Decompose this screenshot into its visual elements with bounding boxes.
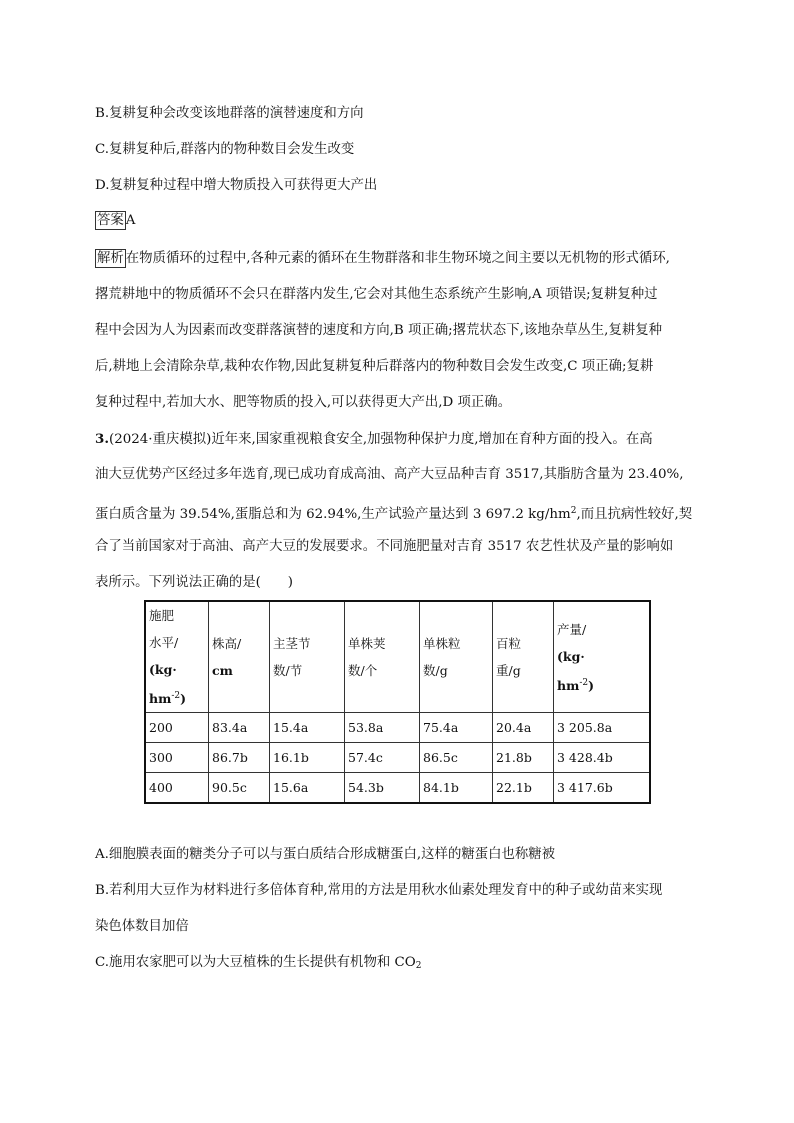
analysis-line-1	[95, 249, 670, 269]
table-cell: 3 205.8a	[554, 713, 651, 743]
table-cell: 75.4a	[420, 713, 493, 743]
option-a-bottom: A.细胞膜表面的糖类分子可以与蛋白质结合形成糖蛋白,这样的糖蛋白也称糖被	[95, 847, 556, 862]
header-seeds-per-plant: 单株粒 数/g	[420, 601, 493, 713]
option-c-bottom	[95, 953, 421, 976]
table-cell: 90.5c	[209, 773, 270, 804]
table-cell: 53.8a	[345, 713, 420, 743]
header-fertilizer-level: 施肥 水平/ (kg· $hm^{-2}$)	[145, 601, 209, 713]
option-d: D.复耕复种过程中增大物质投入可获得更大产出	[95, 178, 378, 193]
header-yield: 产量/ (kg· $hm^{-2}$)	[554, 601, 651, 713]
fertilizer-table	[144, 600, 651, 804]
table-cell: 22.1b	[493, 773, 554, 804]
table-cell: 3 428.4b	[554, 743, 651, 773]
table-cell: 15.6a	[270, 773, 345, 804]
question3-line-5: 表所示。下列说法正确的是( )	[95, 575, 293, 590]
option-b-bottom-line-1: B.若利用大豆作为材料进行多倍体育种,常用的方法是用秋水仙素处理发育中的种子或幼苗来实现	[95, 883, 663, 898]
table-cell: 15.4a	[270, 713, 345, 743]
table-header-row	[145, 601, 650, 713]
question3-line-4: 合了当前国家对于高油、高产大豆的发展要求。不同施肥量对吉育 3517 农艺性状及产量的影响如	[95, 539, 674, 554]
option-b: B.复耕复种会改变该地群落的演替速度和方向	[95, 106, 364, 121]
table-cell: 16.1b	[270, 743, 345, 773]
table-cell: 200	[145, 713, 209, 743]
table-cell: 57.4c	[345, 743, 420, 773]
table-cell: 20.4a	[493, 713, 554, 743]
table-row	[145, 743, 650, 773]
header-pods-per-plant: 单株荚 数/个	[345, 601, 420, 713]
subscript-2: 2	[415, 961, 422, 971]
table-cell: 300	[145, 743, 209, 773]
question3-text-1: (2024·重庆模拟)近年来,国家重视粮食安全,加强物种保护力度,增加在育种方面的投入。在高	[108, 432, 653, 447]
analysis-label: 解析	[97, 251, 124, 266]
header-hundred-seed-weight: 百粒 重/g	[493, 601, 554, 713]
question3-text-3a: 蛋白质含量为 39.54%,蛋脂总和为 62.94%,生产试验产量达到 3 697.2 kg/hm	[95, 507, 571, 522]
option-b-bottom-line-2: 染色体数目加倍	[95, 919, 189, 934]
table-cell: 54.3b	[345, 773, 420, 804]
table-cell: 83.4a	[209, 713, 270, 743]
table-cell: 86.5c	[420, 743, 493, 773]
question-number: 3.	[95, 431, 109, 447]
question3-line-1	[95, 429, 653, 450]
header-plant-height: 株高/ cm	[209, 601, 270, 713]
question3-line-2: 油大豆优势产区经过多年选育,现已成功育成高油、高产大豆品种吉育 3517,其脂肪含量为 23.40%,	[95, 467, 684, 482]
header-main-stem-nodes: 主茎节 数/节	[270, 601, 345, 713]
superscript-2: 2	[570, 506, 577, 516]
table-cell: 86.7b	[209, 743, 270, 773]
answer-value: A	[125, 213, 136, 228]
answer-line	[95, 211, 135, 231]
analysis-line-5: 复种过程中,若加大水、肥等物质的投入,可以获得更大产出,D 项正确。	[95, 395, 512, 410]
table-cell: 3 417.6b	[554, 773, 651, 804]
question3-text-3b: ,而且抗病性较好,契	[576, 507, 693, 522]
option-c-bottom-text: C.施用农家肥可以为大豆植株的生长提供有机物和 CO	[95, 955, 416, 970]
analysis-text-1: 在物质循环的过程中,各种元素的循环在生物群落和非生物环境之间主要以无机物的形式循环,	[125, 251, 670, 266]
table-cell: 400	[145, 773, 209, 804]
question3-line-3	[95, 501, 692, 525]
table-row	[145, 773, 650, 804]
analysis-line-4: 后,耕地上会清除杂草,栽种农作物,因此复耕复种后群落内的物种数目会发生改变,C 项正确;复耕	[95, 359, 654, 374]
table-row	[145, 713, 650, 743]
answer-label: 答案	[97, 213, 124, 228]
table-cell: 21.8b	[493, 743, 554, 773]
analysis-line-3: 程中会因为人为因素而改变群落演替的速度和方向,B 项正确;撂荒状态下,该地杂草丛生,复耕复种	[95, 323, 662, 338]
analysis-line-2: 撂荒耕地中的物质循环不会只在群落内发生,它会对其他生态系统产生影响,A 项错误;复耕复种过	[95, 287, 658, 302]
table-cell: 84.1b	[420, 773, 493, 804]
option-c: C.复耕复种后,群落内的物种数目会发生改变	[95, 142, 355, 157]
